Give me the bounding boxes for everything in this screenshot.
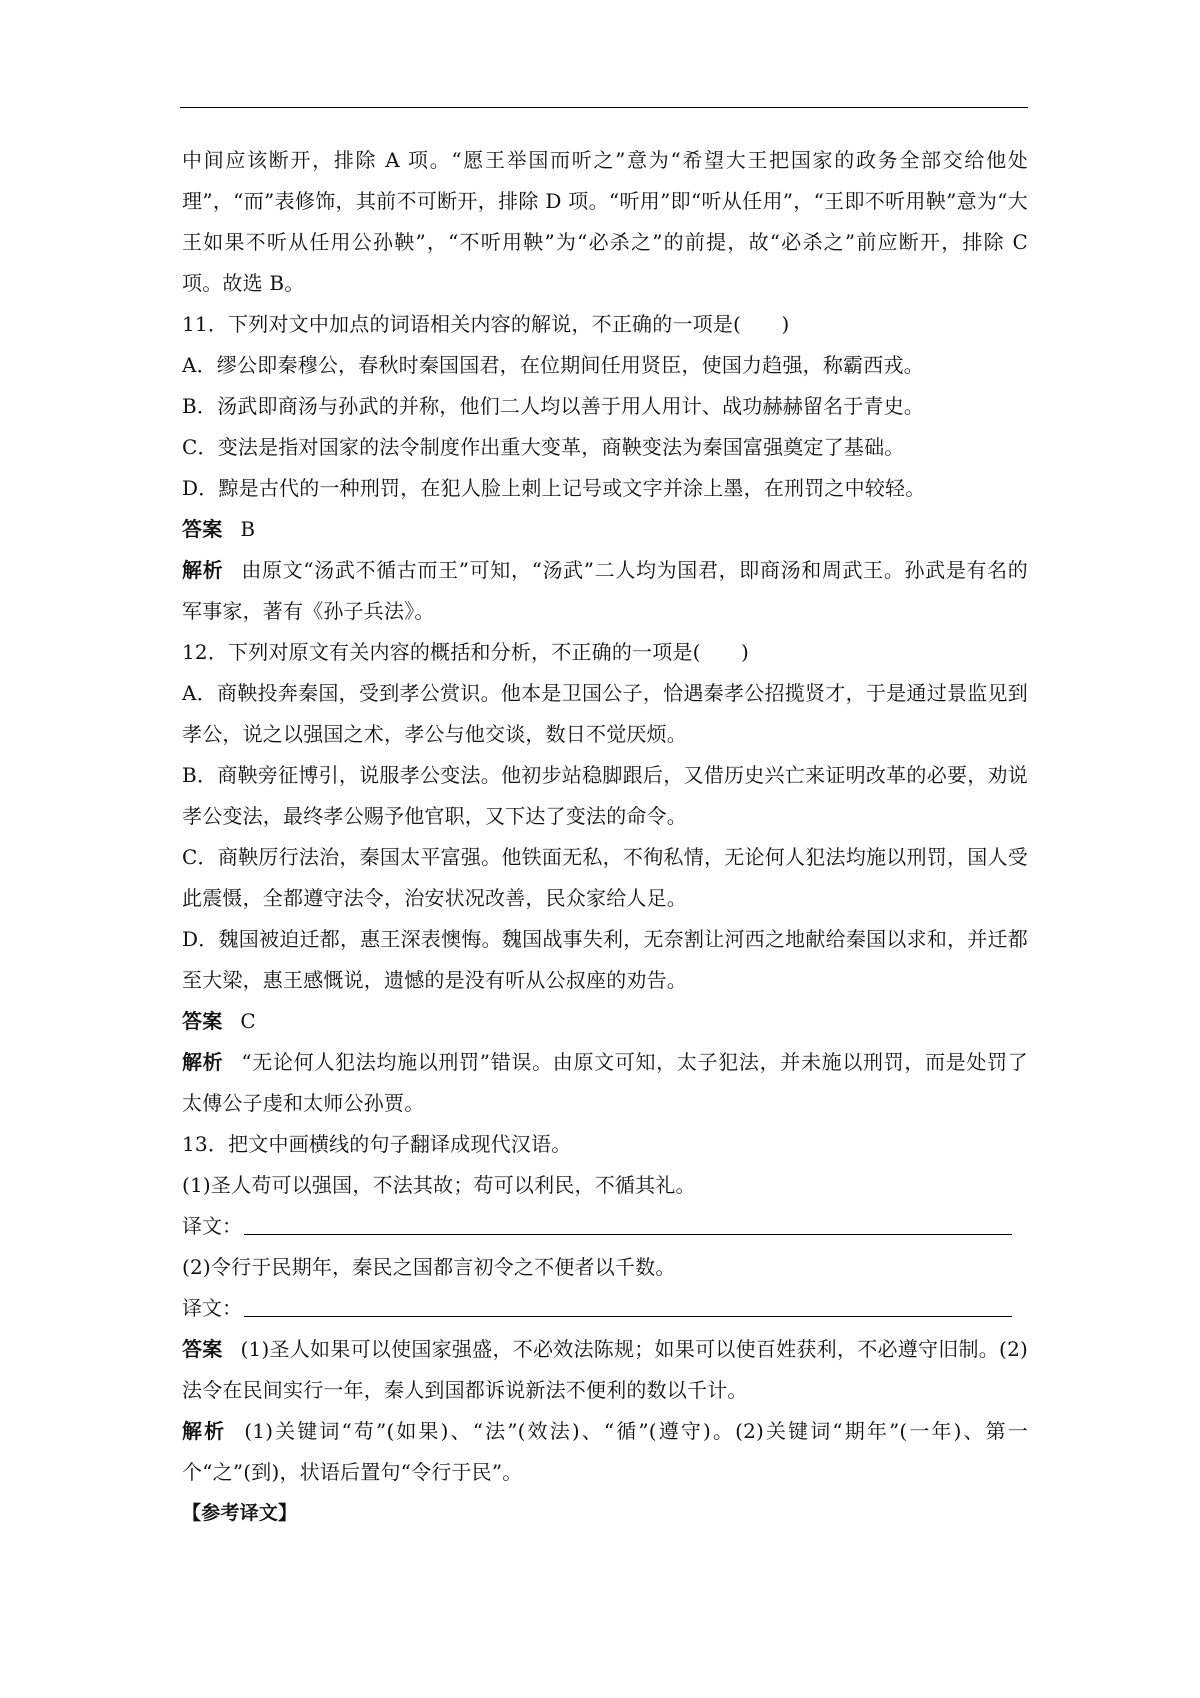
question-12-answer [182, 1001, 1028, 1042]
question-12-option-c: C．商鞅厉行法治，秦国太平富强。他铁面无私，不徇私情，无论何人犯法均施以刑罚，国人受此震慑，全都遵守法令，治安状况改善，民众家给人足。 [182, 845, 1028, 910]
answer-value: B [240, 517, 256, 541]
translation-1-line [182, 1206, 1028, 1247]
previous-analysis-continuation: 中间应该断开，排除 A 项。“愿王举国而听之”意为“希望大王把国家的政务全部交给他处理”，“而”表修饰，其前不可断开，排除 D 项。“听用”即“听从任用”，“王即不听用鞅”意为“大王如果不听从任用公孙鞅”，“不听用鞅”为“必杀之”的前提，故“必杀之”前应断开，排除 C 项。故选 B。 [182, 148, 1028, 295]
question-11-option-a: A．缪公即秦穆公，春秋时秦国国君，在位期间任用贤臣，使国力趋强，称霸西戎。 [182, 353, 924, 377]
question-12-stem: 12．下列对原文有关内容的概括和分析，不正确的一项是( ) [182, 640, 750, 664]
translation-2-blank[interactable] [244, 1316, 1012, 1317]
question-12-option-d: D．魏国被迫迁都，惠王深表懊悔。魏国战事失利，无奈割让河西之地献给秦国以求和，并迁都至大梁，惠王感慨说，遗憾的是没有听从公叔座的劝告。 [182, 927, 1028, 992]
answer-text: (1)圣人如果可以使国家强盛，不必效法陈规；如果可以使百姓获利，不必遵守旧制。(2)法令在民间实行一年，秦人到国都诉说新法不便利的数以千计。 [182, 1337, 1028, 1402]
question-12-option-b: B．商鞅旁征博引，说服孝公变法。他初步站稳脚跟后，又借历史兴亡来证明改革的必要，劝说孝公变法，最终孝公赐予他官职，又下达了变法的命令。 [182, 763, 1028, 828]
question-11-stem: 11．下列对文中加点的词语相关内容的解说，不正确的一项是( ) [182, 312, 790, 336]
question-13-stem: 13．把文中画横线的句子翻译成现代汉语。 [182, 1132, 572, 1156]
question-12 [182, 632, 1028, 1124]
question-13-analysis [182, 1411, 1028, 1493]
question-11-option-d: D．黥是古代的一种刑罚，在犯人脸上刺上记号或文字并涂上墨，在刑罚之中较轻。 [182, 476, 926, 500]
document-body [182, 140, 1028, 1534]
analysis-text: (1)关键词“苟”(如果)、“法”(效法)、“循”(遵守)。(2)关键词“期年”(一年)、第一个“之”(到)，状语后置句“令行于民”。 [182, 1419, 1028, 1484]
analysis-label: 解析 [182, 558, 224, 582]
analysis-label: 解析 [182, 1050, 224, 1074]
translation-2-label: 译文： [182, 1296, 242, 1320]
question-11-option-b: B．汤武即商汤与孙武的并称，他们二人均以善于用人用计、战功赫赫留名于青史。 [182, 394, 925, 418]
answer-label: 答案 [182, 1337, 223, 1361]
translation-2-line [182, 1288, 1028, 1329]
answer-label: 答案 [182, 1009, 223, 1033]
question-12-option-a: A．商鞅投奔秦国，受到孝公赏识。他本是卫国公子，恰遇秦孝公招揽贤才，于是通过景监见到孝公，说之以强国之术，孝公与他交谈，数日不觉厌烦。 [182, 681, 1028, 746]
question-13-sentence-1: (1)圣人苟可以强国，不法其故；苟可以利民，不循其礼。 [182, 1173, 696, 1197]
question-13 [182, 1124, 1028, 1493]
answer-label: 答案 [182, 517, 223, 541]
question-11 [182, 304, 1028, 632]
question-11-answer [182, 509, 1028, 550]
translation-1-blank[interactable] [244, 1234, 1012, 1235]
question-11-option-c: C．变法是指对国家的法令制度作出重大变革，商鞅变法为秦国富强奠定了基础。 [182, 435, 905, 459]
answer-value: C [240, 1009, 256, 1033]
question-11-analysis [182, 550, 1028, 632]
analysis-text: “无论何人犯法均施以刑罚”错误。由原文可知，太子犯法，并未施以刑罚，而是处罚了太傅公子虔和太师公孙贾。 [182, 1050, 1029, 1115]
question-13-answer [182, 1329, 1028, 1411]
reference-translation-title: 【参考译文】 [182, 1502, 298, 1524]
question-12-analysis [182, 1042, 1028, 1124]
header-rule [180, 107, 1028, 108]
question-13-sentence-2: (2)令行于民期年，秦民之国都言初令之不便者以千数。 [182, 1255, 676, 1279]
analysis-label: 解析 [182, 1419, 227, 1443]
analysis-text: 由原文“汤武不循古而王”可知，“汤武”二人均为国君，即商汤和周武王。孙武是有名的军事家，著有《孙子兵法》。 [182, 558, 1028, 623]
translation-1-label: 译文： [182, 1214, 242, 1238]
